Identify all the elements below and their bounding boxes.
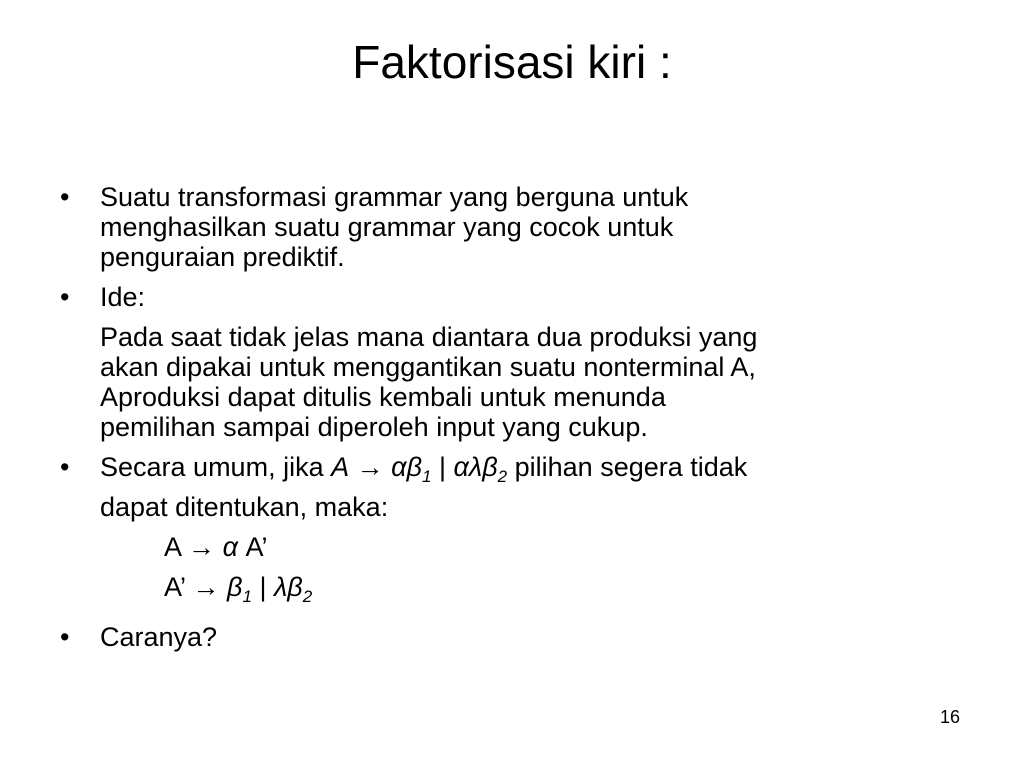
formula-2-subscript-two: 2 (302, 587, 313, 606)
bullet-marker: • (60, 622, 70, 652)
bullet-3-line-2: dapat ditentukan, maka: (100, 492, 389, 522)
general-lead: Secara umum, jika (100, 452, 324, 482)
formula-2-subscript-one: 1 (242, 587, 252, 606)
page-number: 16 (939, 707, 960, 727)
spacer (60, 612, 960, 622)
idea-paragraph (60, 322, 960, 442)
spacer (60, 272, 960, 282)
bullet-marker: • (60, 182, 70, 212)
bar-symbol: | (438, 452, 446, 482)
bullet-2 (60, 282, 960, 312)
idea-line-4: pemilihan sampai diperoleh input yang cukup. (100, 412, 648, 442)
beta-symbol: β (482, 452, 498, 482)
alpha-symbol: α (391, 452, 407, 482)
beta-symbol: β (406, 452, 422, 482)
bullet-1-line-2: menghasilkan suatu grammar yang cocok untuk (100, 212, 674, 242)
alpha-symbol: α (453, 452, 469, 482)
formula-1-right: A’ (245, 532, 268, 562)
arrow-symbol: → (356, 452, 384, 482)
bullet-marker: • (60, 452, 70, 482)
formula-1 (60, 532, 960, 562)
formula-1-left: A (164, 532, 181, 562)
formula-1-arrow: → (188, 532, 216, 562)
bullet-1-line-3: penguraian prediktif. (100, 242, 345, 272)
general-tail-line-1: pilihan segera tidak (514, 452, 748, 482)
subscript-two: 2 (497, 467, 508, 486)
idea-line-1: Pada saat tidak jelas mana diantara dua produksi yang (100, 322, 758, 352)
formula-2-arrow: → (192, 572, 220, 602)
bullet-1 (60, 182, 960, 272)
slide-content (60, 182, 960, 652)
slide-title: Faktorisasi kiri : (352, 36, 672, 88)
bullet-3 (60, 452, 960, 522)
spacer (60, 442, 960, 452)
bullet-4 (60, 622, 960, 652)
formula-2 (60, 572, 960, 612)
formula-2-left: A’ (164, 572, 186, 602)
spacer (60, 312, 960, 322)
idea-line-2: akan dipakai untuk menggantikan suatu nonterminal A, (100, 352, 756, 382)
bullet-marker: • (60, 282, 70, 312)
bullet-3-line-1 (100, 452, 960, 492)
formula-2-lambda: λ (274, 572, 288, 602)
bullet-4-line-1: Caranya? (100, 622, 218, 652)
bullet-2-line-1: Ide: (100, 282, 146, 312)
idea-line-3: Aproduksi dapat ditulis kembali untuk menunda (100, 382, 666, 412)
formula-2-beta: β (227, 572, 243, 602)
formula-1-alpha: α (222, 532, 238, 562)
spacer (60, 562, 960, 572)
nonterminal-A: A (331, 452, 350, 482)
lambda-symbol: λ (468, 452, 483, 482)
formula-2-beta-second: β (287, 572, 303, 602)
bullet-1-line-1: Suatu transformasi grammar yang berguna untuk (100, 182, 689, 212)
subscript-one: 1 (422, 467, 432, 486)
spacer (60, 522, 960, 532)
formula-2-bar: | (259, 572, 267, 602)
